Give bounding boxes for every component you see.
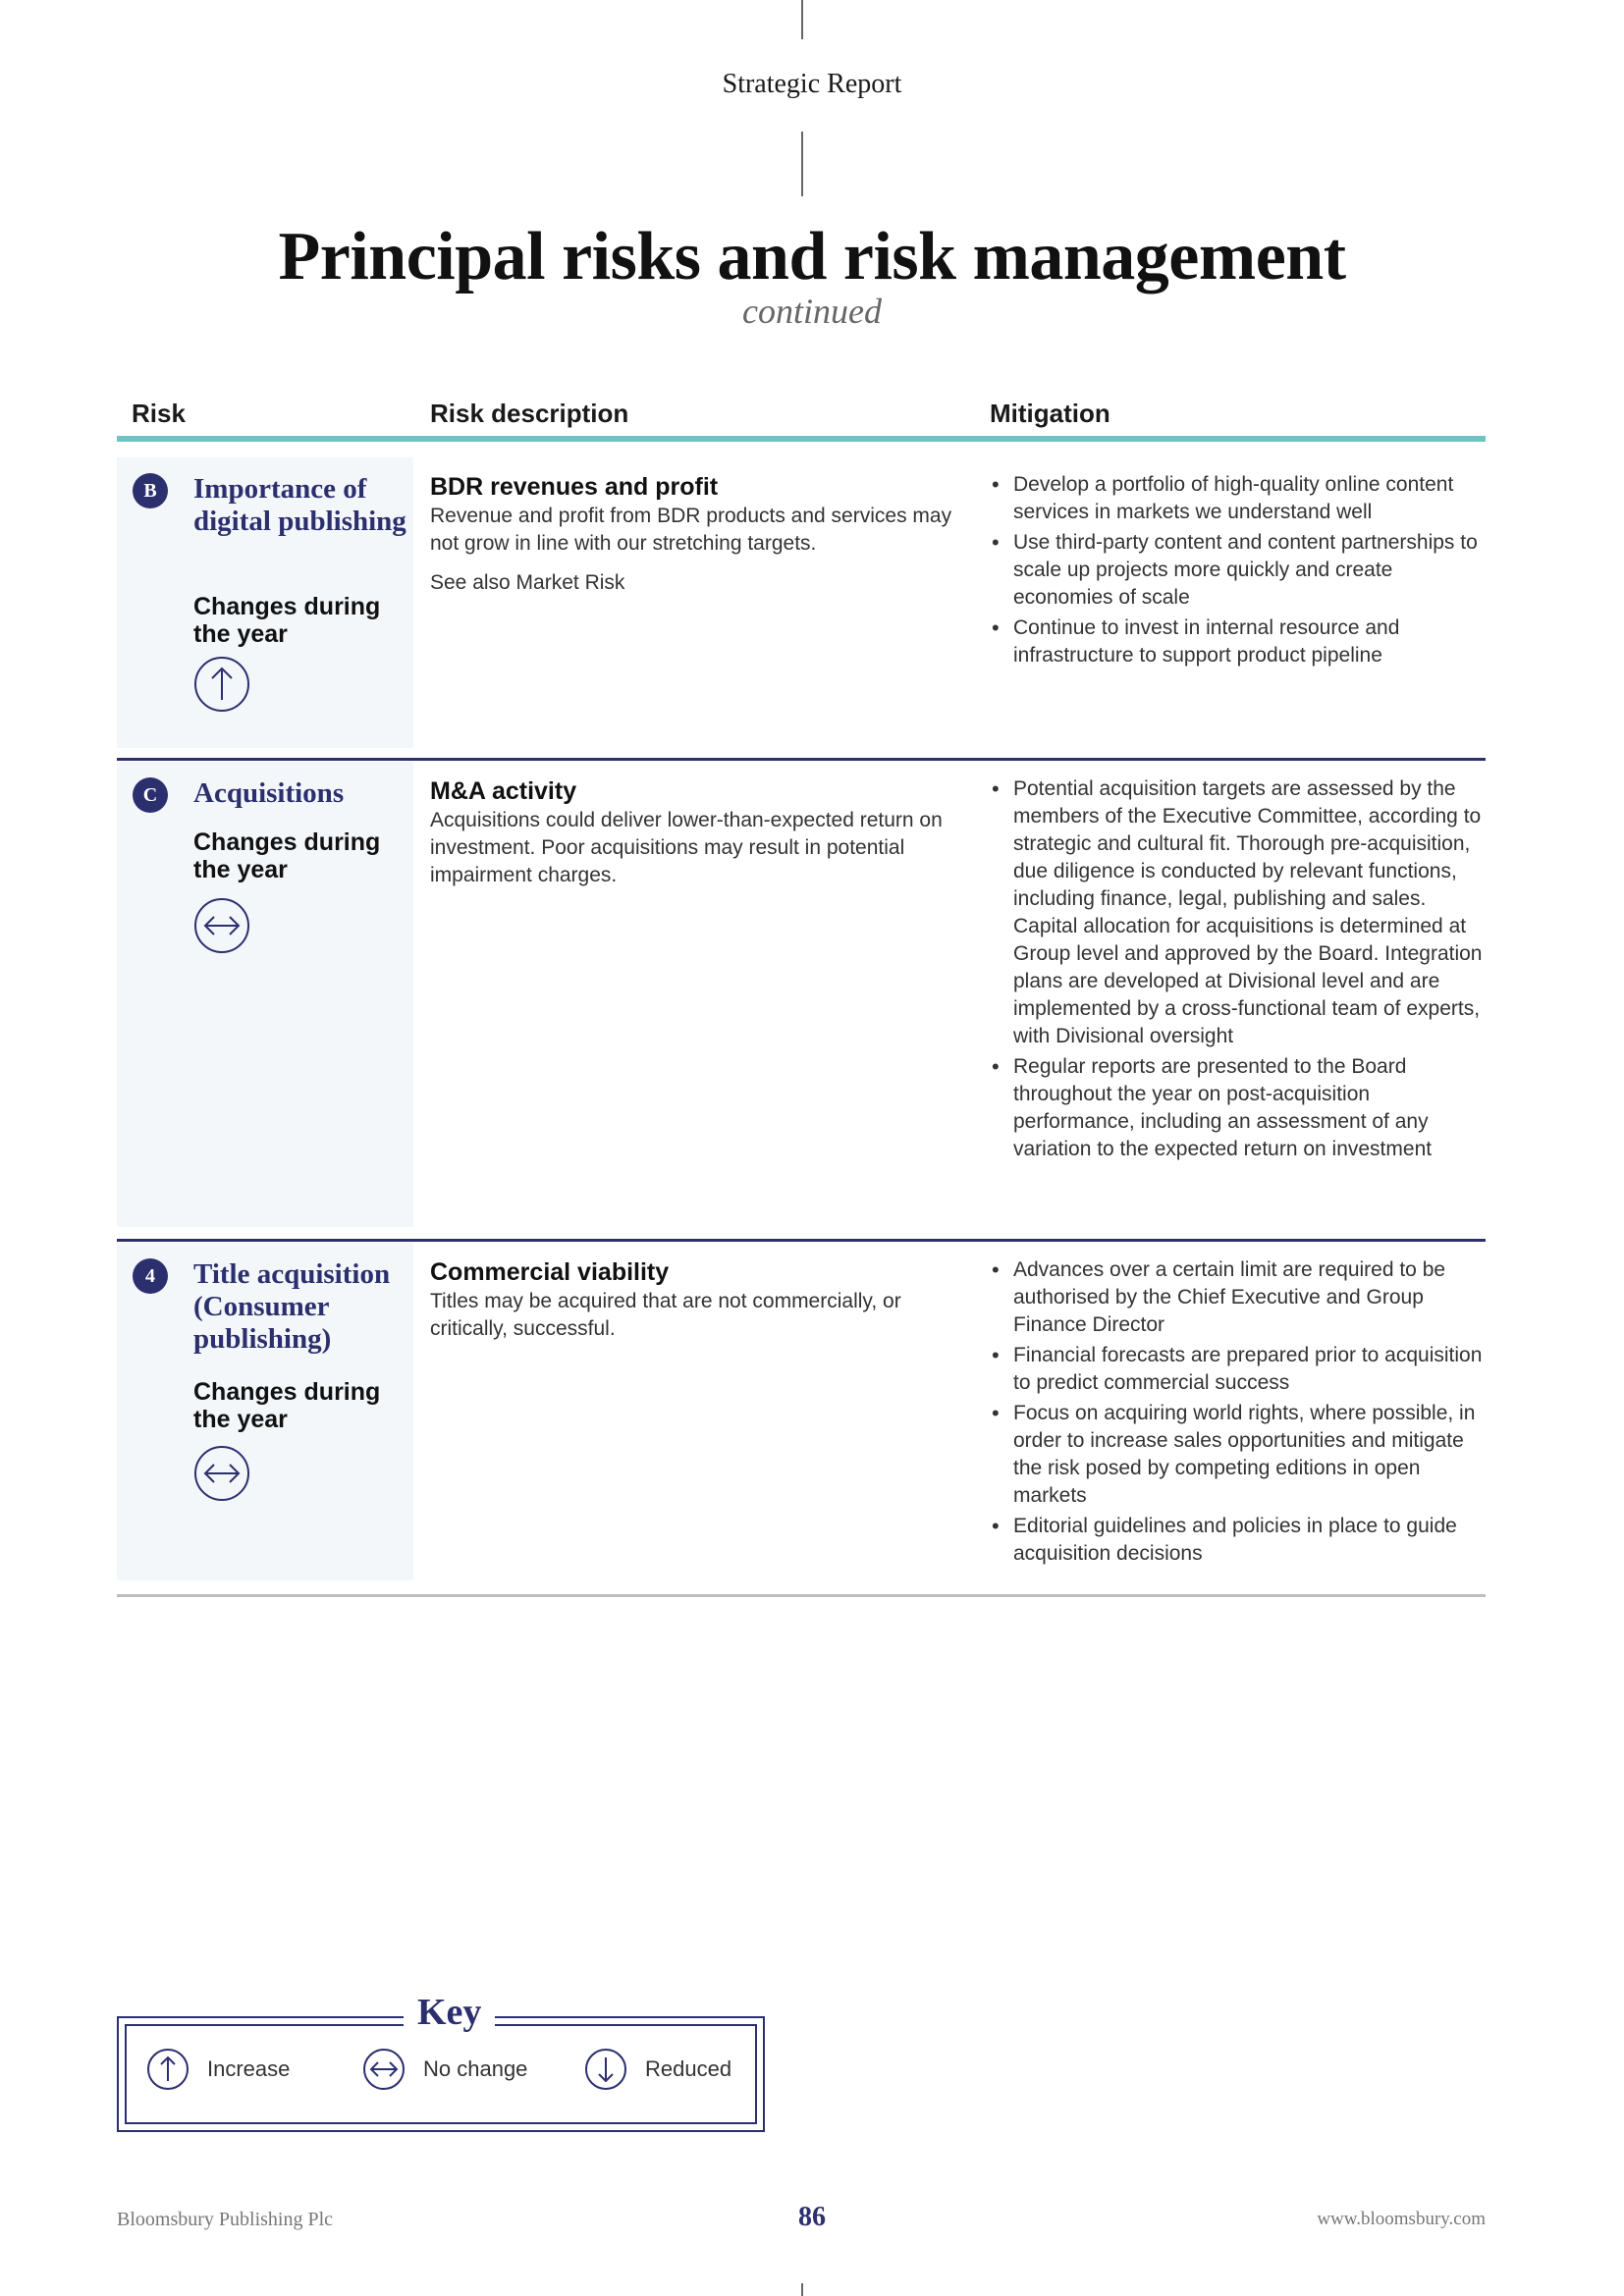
mitigation-list <box>990 775 1486 1166</box>
risk-cell <box>117 457 413 748</box>
changes-label: Changes during the year <box>193 828 381 883</box>
row-divider <box>117 758 1486 761</box>
arrow-left-right-icon <box>193 897 250 954</box>
mitigation-item: • Regular reports are presented to the Board throughout the year on post-acquisition performance, including an assessment of any variation to the expected return on investment <box>990 1053 1486 1163</box>
risk-row-b <box>117 457 1486 748</box>
key-item-no-change <box>362 2048 527 2091</box>
footer-company: Bloomsbury Publishing Plc <box>117 2209 334 2230</box>
mitigation-item: • Advances over a certain limit are required to be authorised by the Chief Executive and Group Finance Director <box>990 1256 1486 1339</box>
risk-name: Title acquisition (Consumer publishing) <box>193 1258 391 1355</box>
mitigation-list <box>990 1256 1486 1571</box>
risk-description-title: Commercial viability <box>430 1258 670 1286</box>
risk-description-title: M&A activity <box>430 777 577 805</box>
header-rule <box>117 436 1486 442</box>
changes-label: Changes during the year <box>193 593 381 648</box>
arrow-up-icon <box>193 656 250 713</box>
risk-description-text: Titles may be acquired that are not commercially, or critically, successful. <box>430 1290 901 1340</box>
key-title: Key <box>404 1991 495 2034</box>
key-item-increase <box>146 2048 290 2091</box>
column-header-risk: Risk <box>132 399 186 428</box>
key-legend <box>117 1992 765 2132</box>
risk-badge: B <box>133 473 168 508</box>
page-title: Principal risks and risk management <box>278 219 1346 294</box>
key-label: Reduced <box>645 2056 732 2081</box>
table-bottom-rule <box>117 1594 1486 1597</box>
page-subtitle: continued <box>742 292 882 331</box>
arrow-down-icon <box>584 2048 627 2091</box>
mitigation-item: • Develop a portfolio of high-quality online content services in markets we understand well <box>990 471 1486 526</box>
column-header-description: Risk description <box>430 399 629 428</box>
risk-row-c <box>117 762 1486 1227</box>
row-divider <box>117 1239 1486 1242</box>
top-vertical-rule <box>801 0 803 39</box>
mitigation-list <box>990 471 1486 672</box>
arrow-left-right-icon <box>362 2048 406 2091</box>
section-label: Strategic Report <box>722 69 902 99</box>
risk-cell <box>117 1243 413 1580</box>
mitigation-item: • Continue to invest in internal resource and infrastructure to support product pipeline <box>990 614 1486 669</box>
risk-badge: 4 <box>133 1258 168 1294</box>
footer-website: www.bloomsbury.com <box>1317 2209 1486 2229</box>
key-label: Increase <box>207 2056 291 2081</box>
risk-badge: C <box>133 777 168 813</box>
mitigation-item: • Focus on acquiring world rights, where possible, in order to increase sales opportunities and mitigate the risk posed by competing editions in open markets <box>990 1400 1486 1510</box>
arrow-left-right-icon <box>193 1445 250 1502</box>
mitigation-item: • Potential acquisition targets are assessed by the members of the Executive Committee, according to strategic and cultural fit. Thorough pre-acquisition, due diligence is conducted by relevant functions, including finance, legal, publishing and sales. Capital allocation for acquisitions is determined at Group level and approved by the Board. Integration plans are developed at Divisional level and are implemented by a cross-functional team of experts, with Divisional oversight <box>990 775 1486 1050</box>
key-item-reduced <box>584 2048 731 2091</box>
risk-description-title: BDR revenues and profit <box>430 473 719 501</box>
risk-description-text: Acquisitions could deliver lower-than-expected return on investment. Poor acquisitions may result in potential impairment charges. <box>430 809 943 886</box>
risk-description-text: Revenue and profit from BDR products and services may not grow in line with our stretching targets. <box>430 505 952 555</box>
changes-label: Changes during the year <box>193 1378 381 1433</box>
risk-row-4 <box>117 1243 1486 1580</box>
risk-description-note: See also Market Risk <box>430 571 625 594</box>
page-number: 86 <box>798 2202 826 2232</box>
bottom-vertical-rule <box>801 2283 803 2296</box>
risk-cell <box>117 762 413 1227</box>
mitigation-item: • Financial forecasts are prepared prior to acquisition to predict commercial success <box>990 1342 1486 1397</box>
risk-name: Acquisitions <box>193 777 345 809</box>
column-header-mitigation: Mitigation <box>990 399 1110 428</box>
arrow-up-icon <box>146 2048 189 2091</box>
risk-name: Importance of digital publishing <box>193 473 406 537</box>
header-vertical-rule <box>801 132 803 196</box>
key-label: No change <box>423 2056 528 2081</box>
mitigation-item: • Use third-party content and content partnerships to scale up projects more quickly and create economies of scale <box>990 529 1486 612</box>
mitigation-item: • Editorial guidelines and policies in place to guide acquisition decisions <box>990 1513 1486 1568</box>
